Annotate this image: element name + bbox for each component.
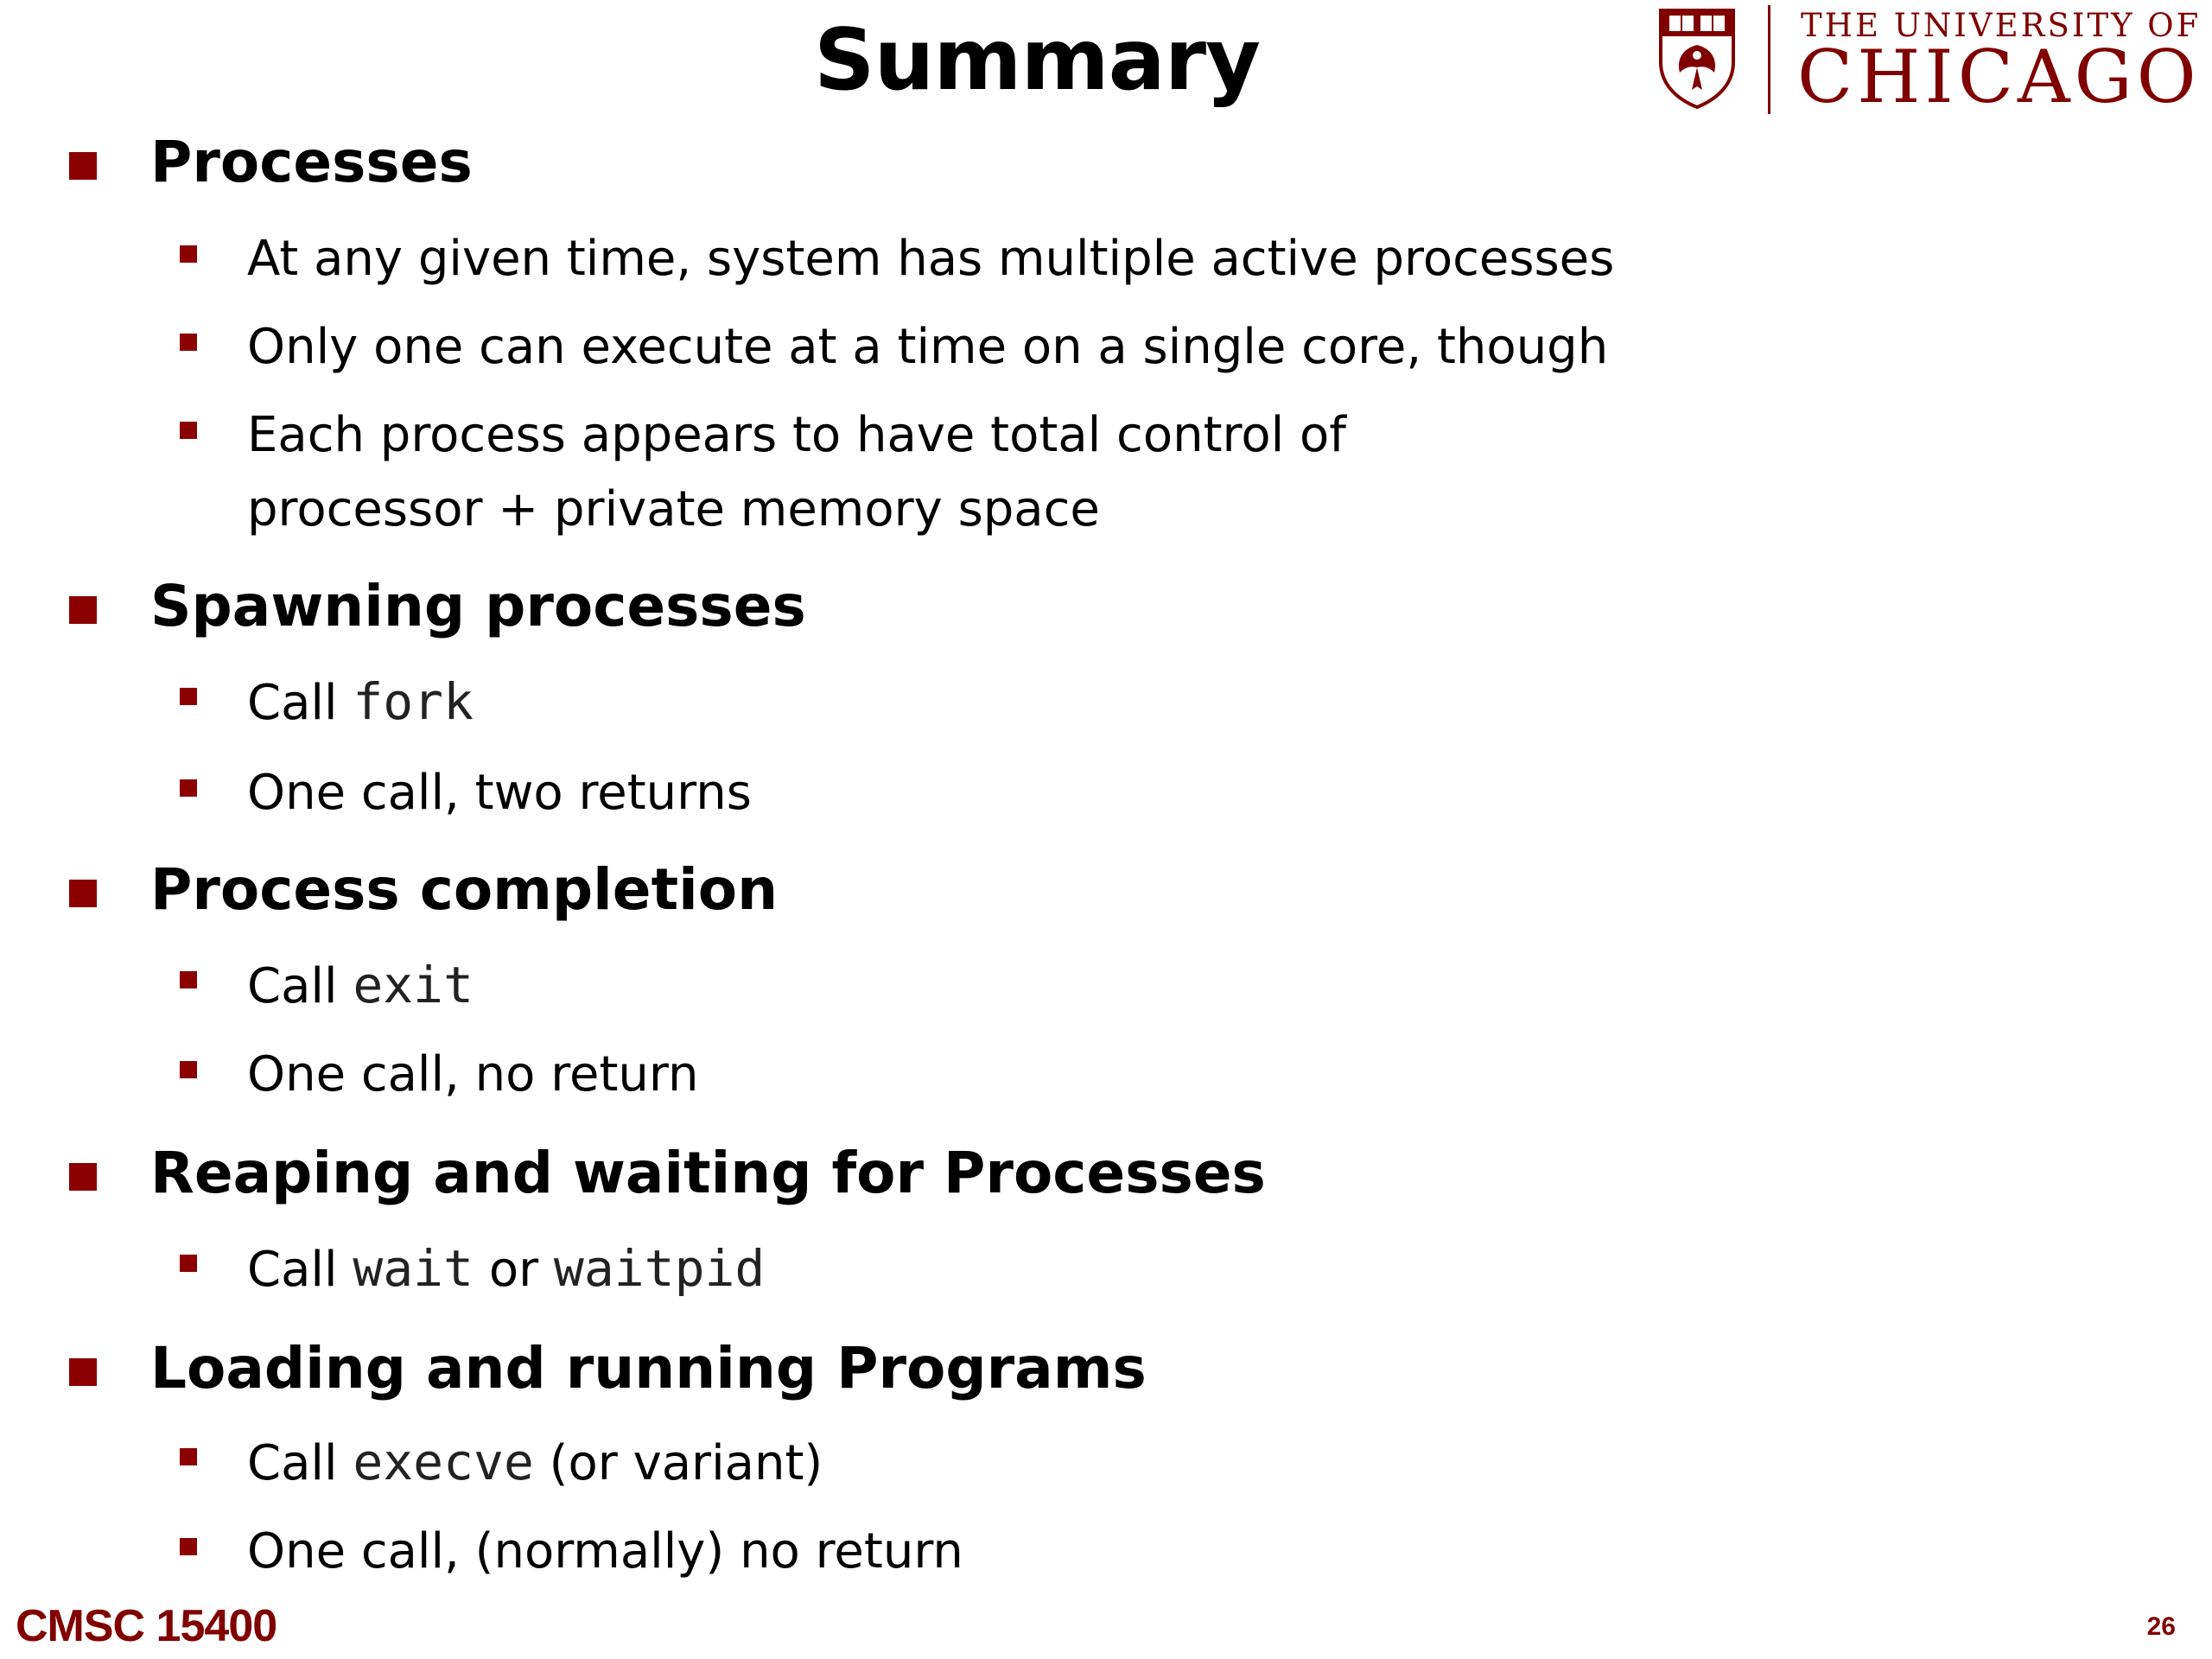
section-heading-processes: Processes (150, 129, 473, 195)
footer-course-label: CMSC 15400 (16, 1601, 277, 1651)
bullet-item (247, 954, 474, 1018)
bullet-text: or (474, 1242, 554, 1298)
bullet-text: Call (247, 1435, 353, 1491)
bullet-item: One call, two returns (247, 762, 752, 824)
section-heading-reaping: Reaping and waiting for Processes (150, 1140, 1266, 1206)
university-shield-icon (1657, 7, 1737, 109)
code-waitpid: waitpid (553, 1239, 766, 1298)
bullet-item: Only one can execute at a time on a single core, though (247, 316, 1608, 378)
bullet-item (247, 671, 474, 734)
page-number: 26 (2146, 1612, 2176, 1641)
section-heading-loading: Loading and running Programs (150, 1335, 1147, 1402)
bullet-item: Each process appears to have total control of (247, 404, 1346, 467)
bullet-item (247, 1431, 823, 1495)
code-execve: execve (353, 1433, 534, 1491)
bullet-continuation: processor + private memory space (247, 481, 1100, 537)
logo-line-2: CHICAGO (1797, 35, 2201, 119)
bullet-item: At any given time, system has multiple active processes (247, 228, 1614, 290)
bullet-item (247, 1237, 765, 1301)
code-exit: exit (353, 956, 474, 1014)
slide-title: Summary (814, 11, 1260, 110)
section-heading-completion: Process completion (150, 856, 779, 923)
bullet-text: Call (247, 958, 353, 1014)
bullet-text: Call (247, 1242, 353, 1298)
university-logo (1657, 0, 2212, 121)
section-heading-spawning: Spawning processes (150, 573, 806, 639)
bullet-text: Call (247, 675, 353, 731)
code-wait: wait (353, 1239, 474, 1298)
bullet-item: One call, no return (247, 1044, 698, 1106)
code-fork: fork (353, 672, 474, 731)
logo-divider (1768, 5, 1770, 114)
logo-line-1: THE UNIVERSITY OF (1801, 7, 2202, 44)
bullet-item: One call, (normally) no return (247, 1521, 963, 1583)
bullet-text: (or variant) (533, 1435, 823, 1491)
